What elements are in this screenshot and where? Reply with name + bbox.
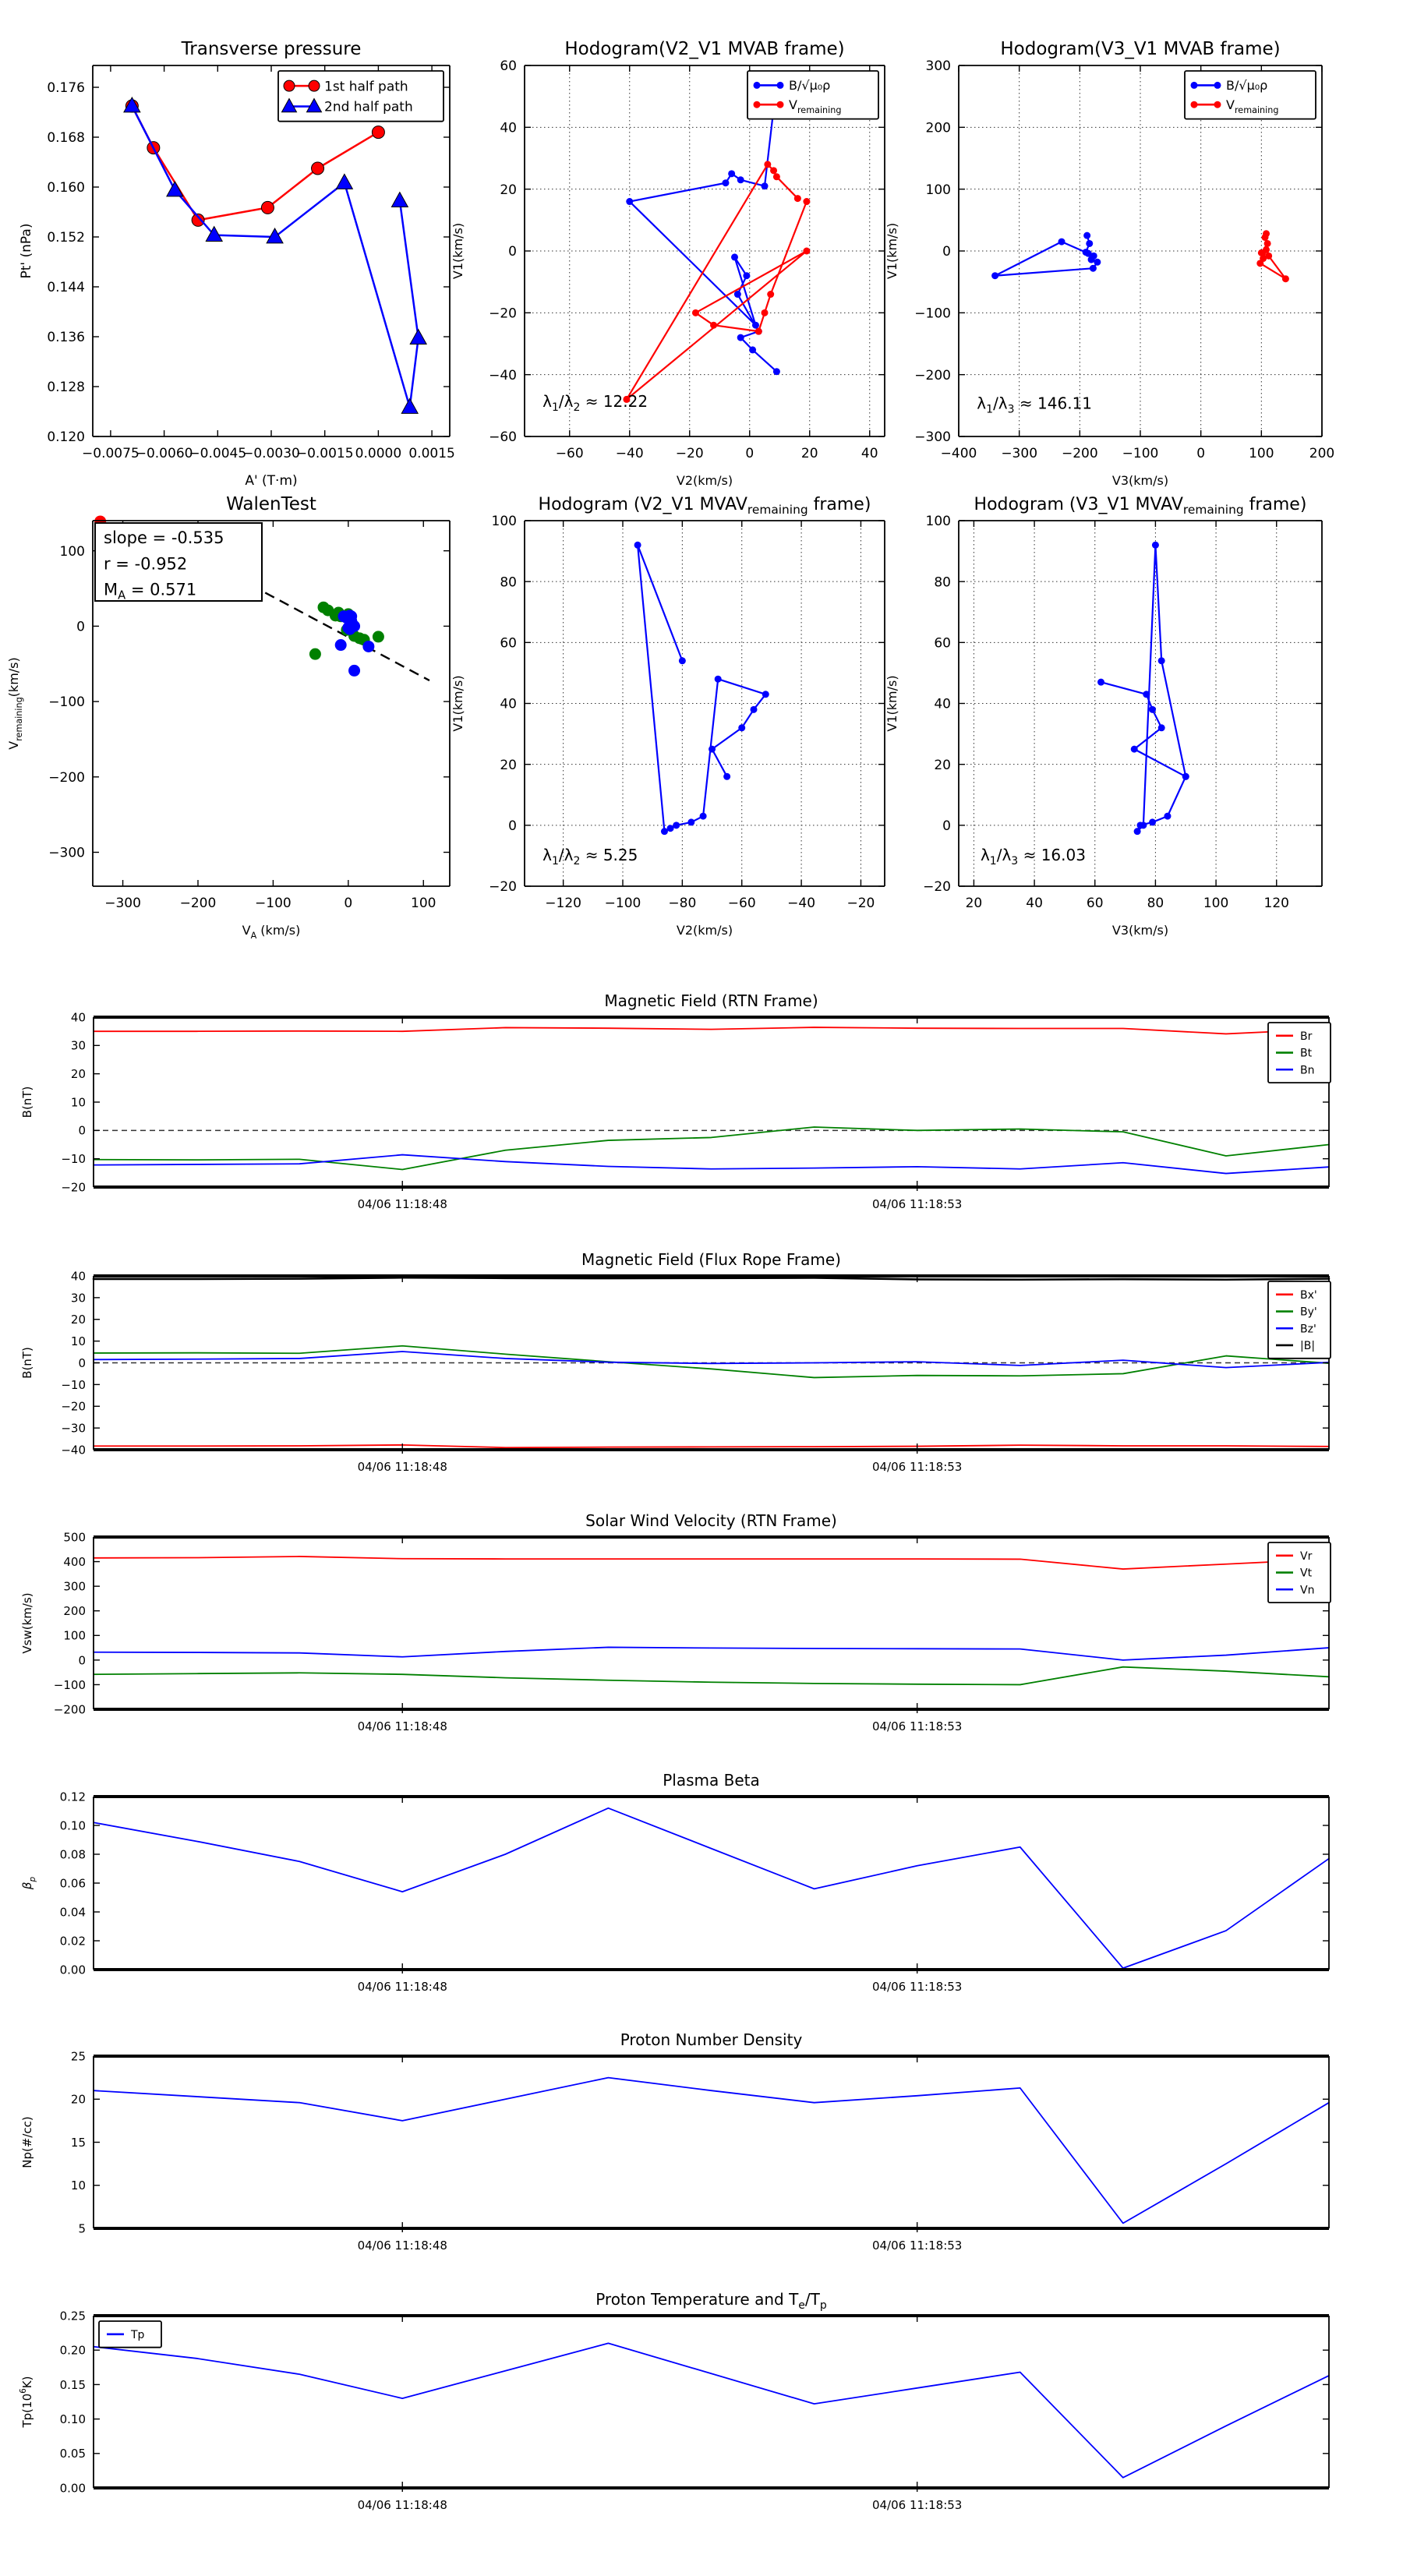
legend-box (1268, 1281, 1331, 1359)
y-tick-label: −200 (53, 1702, 86, 1717)
y-tick-label: 0.176 (47, 80, 85, 97)
y-tick-label: 40 (500, 696, 517, 712)
marker-dot (667, 825, 674, 832)
y-tick-label: −100 (53, 1677, 86, 1692)
y-tick-label: 500 (63, 1530, 86, 1545)
y-tick-label: 25 (70, 2049, 86, 2064)
marker-dot (1085, 250, 1092, 257)
y-tick-label: −10 (61, 1152, 86, 1167)
y-tick-label: −20 (489, 879, 517, 896)
y-axis-label: $\beta_p$ (20, 1876, 37, 1890)
x-tick-label: 40 (1026, 896, 1043, 911)
marker-dot (1134, 828, 1141, 835)
y-tick-label: −30 (61, 1421, 86, 1436)
y-tick-label: 60 (934, 635, 951, 652)
y-tick-label: 0.05 (59, 2447, 86, 2461)
marker-dot (738, 724, 745, 731)
marker-dot (1182, 773, 1189, 780)
x-tick-label: 04/06 11:18:48 (357, 2498, 447, 2512)
panel-title: Magnetic Field (Flux Rope Frame) (581, 1250, 841, 1269)
y-tick-label: 0.15 (59, 2377, 86, 2392)
y-tick-label: 300 (63, 1579, 86, 1594)
y-tick-label: 80 (500, 574, 517, 591)
y-tick-label: 0.160 (47, 180, 85, 196)
annotation: $\lambda_1/\lambda_2 \approx 12.22$ (542, 391, 648, 414)
marker-dot (754, 82, 761, 89)
marker-dot (1143, 691, 1150, 698)
panel-title: Transverse pressure (181, 39, 362, 59)
marker-circle (312, 162, 324, 175)
marker-dot (1214, 101, 1221, 108)
y-tick-label: 30 (70, 1291, 86, 1306)
y-tick-label: −200 (914, 367, 951, 383)
x-tick-label: −20 (846, 896, 875, 911)
y-tick-label: 0.120 (47, 429, 85, 446)
panel-title: Hodogram(V3_V1 MVAB frame) (1000, 39, 1281, 59)
marker-circle (261, 201, 274, 214)
panel-title: Proton Number Density (620, 2030, 803, 2049)
marker-dot (991, 272, 998, 279)
marker-dot (1282, 275, 1289, 282)
marker-dot (734, 291, 741, 298)
marker-dot (731, 253, 738, 260)
x-axis-label: A' (T·m) (245, 473, 298, 489)
marker-dot (1256, 260, 1263, 267)
x-tick-label: −60 (555, 446, 584, 461)
annotation: $\lambda_1/\lambda_2 \approx 5.25$ (542, 846, 638, 868)
y-tick-label: 100 (63, 1628, 86, 1643)
x-tick-label: −100 (255, 896, 292, 911)
y-tick-label: 0.12 (59, 1790, 86, 1804)
y-tick-label: 0.152 (47, 230, 85, 246)
y-tick-label: 0.10 (59, 1818, 86, 1833)
marker-dot (1264, 240, 1271, 247)
x-tick-label: 04/06 11:18:53 (871, 2239, 963, 2253)
marker-dot (754, 101, 761, 108)
y-tick-label: 0.10 (59, 2412, 86, 2426)
y-tick-label: 0.144 (47, 280, 85, 296)
y-tick-label: −300 (914, 429, 951, 446)
marker-dot (1164, 813, 1171, 820)
marker-dot (737, 334, 744, 341)
marker-dot (770, 167, 777, 174)
x-tick-label: −120 (545, 896, 581, 911)
marker-dot (679, 657, 686, 664)
marker-dot (710, 322, 717, 329)
x-tick-label: −40 (615, 446, 644, 461)
legend-label: B/√μ₀ρ (789, 78, 831, 94)
marker-dot (1149, 818, 1156, 825)
legend (99, 2321, 161, 2348)
legend-label: $V_{remaining}$ (1226, 97, 1279, 115)
marker-dot (1131, 746, 1138, 753)
y-tick-label: 20 (500, 182, 517, 198)
x-tick-label: 100 (411, 896, 436, 911)
x-tick-label: −20 (675, 446, 704, 461)
y-axis-label: V1(km/s) (451, 675, 465, 732)
y-tick-label: 400 (63, 1554, 86, 1569)
marker-dot (626, 198, 633, 205)
panel-title: Hodogram (V3_V1 $MVAV_{remaining}$ frame) (974, 495, 1307, 517)
y-tick-label: −20 (61, 1399, 86, 1414)
y-tick-label: 300 (925, 58, 951, 75)
x-tick-label: 200 (1309, 446, 1335, 461)
y-tick-label: 60 (500, 635, 517, 652)
marker-dot (1097, 679, 1104, 686)
y-tick-label: 0 (942, 818, 951, 834)
panel-title: Hodogram (V2_V1 $MVAV_{remaining}$ frame) (538, 495, 871, 517)
y-tick-label: 20 (70, 1067, 86, 1082)
x-tick-label: 100 (1203, 896, 1229, 911)
y-tick-label: 0.128 (47, 380, 85, 396)
marker-dot (728, 170, 735, 177)
y-tick-label: −40 (61, 1443, 86, 1458)
legend-label: Vn (1300, 1584, 1315, 1597)
marker-dot (737, 176, 744, 183)
marker-dot (762, 309, 769, 316)
legend-label: Bx' (1300, 1288, 1317, 1302)
y-tick-label: 0 (942, 244, 951, 260)
y-tick-label: 20 (70, 2092, 86, 2107)
y-tick-label: 40 (70, 1010, 86, 1025)
x-tick-label: 20 (965, 896, 983, 911)
marker-dot (1088, 256, 1095, 263)
y-tick-label: 0 (76, 619, 85, 635)
marker-dot (1214, 82, 1221, 89)
marker-dot (773, 368, 780, 375)
y-tick-label: 200 (925, 120, 951, 136)
x-tick-label: 04/06 11:18:53 (871, 1719, 963, 1733)
y-tick-label: 40 (934, 696, 951, 712)
legend-label: Vr (1300, 1549, 1313, 1563)
marker-dot (743, 272, 750, 279)
marker-dot (1090, 265, 1097, 272)
legend-label: B/√μ₀ρ (1226, 78, 1268, 94)
legend-label: |B| (1300, 1339, 1316, 1352)
marker-dot (700, 813, 707, 820)
marker-dot (1086, 240, 1093, 247)
y-tick-label: 0.20 (59, 2343, 86, 2358)
marker-dot (1140, 822, 1147, 829)
legend-label: Vt (1300, 1567, 1313, 1580)
y-axis-label: V1(km/s) (885, 222, 899, 280)
y-tick-label: 0 (78, 1123, 86, 1138)
y-tick-label: −20 (489, 306, 517, 322)
y-axis-label: $Tp(10^6K)$ (19, 2376, 34, 2428)
marker-dot (762, 182, 769, 189)
panel-title: Hodogram(V2_V1 MVAB frame) (564, 39, 845, 59)
y-tick-label: −100 (48, 694, 85, 711)
y-tick-label: 0 (78, 1653, 86, 1668)
y-tick-label: −100 (914, 306, 951, 322)
x-tick-label: 0 (344, 896, 353, 911)
x-tick-label: 0 (1196, 446, 1206, 461)
x-tick-label: 04/06 11:18:48 (357, 1980, 447, 1994)
panel-title: WalenTest (226, 494, 316, 514)
x-tick-label: −200 (1061, 446, 1098, 461)
marker-dot (673, 822, 680, 829)
y-tick-label: −200 (48, 769, 85, 786)
x-tick-label: −400 (940, 446, 977, 461)
marker-dot (715, 676, 722, 683)
legend-label: Br (1300, 1030, 1313, 1043)
marker-dot (1158, 724, 1165, 731)
y-tick-label: 100 (925, 182, 951, 198)
x-tick-label: 100 (1249, 446, 1274, 461)
legend-label: $V_{remaining}$ (789, 97, 842, 115)
x-axis-label: $V_A$ (km/s) (242, 923, 301, 941)
marker-dot (751, 706, 758, 713)
marker-dot (794, 195, 801, 202)
y-tick-label: −20 (923, 879, 951, 896)
y-tick-label: 0.136 (47, 330, 85, 346)
marker-dot (755, 328, 762, 335)
x-tick-label: −300 (1001, 446, 1038, 461)
y-tick-label: 20 (500, 757, 517, 773)
y-tick-label: 20 (934, 757, 951, 773)
x-tick-label: 04/06 11:18:48 (357, 1460, 447, 1474)
y-tick-label: 0.02 (59, 1934, 86, 1949)
x-axis-label: V2(km/s) (676, 923, 733, 938)
y-tick-label: 0.168 (47, 130, 85, 147)
legend (1268, 1542, 1331, 1602)
legend-label: Bt (1300, 1047, 1313, 1060)
x-tick-label: 04/06 11:18:48 (357, 1719, 447, 1733)
marker-dot (777, 82, 784, 89)
x-axis-label: V2(km/s) (676, 473, 733, 488)
panel-title: Proton Temperature and $T_e/T_p$ (595, 2290, 827, 2312)
x-tick-label: −100 (1122, 446, 1159, 461)
x-tick-label: −0.0030 (242, 446, 300, 461)
marker-dot (1094, 259, 1101, 266)
annotation: $\lambda_1/\lambda_3 \approx 16.03$ (980, 846, 1086, 868)
marker-dot (1152, 542, 1159, 549)
marker-dot (1261, 234, 1268, 241)
y-tick-label: 10 (70, 1334, 86, 1349)
stats-line: $M_A = 0.571$ (104, 580, 197, 602)
marker-dot (749, 346, 756, 353)
y-axis-label: V1(km/s) (451, 222, 465, 280)
panel-title: Plasma Beta (663, 1771, 760, 1790)
legend-label: 2nd half path (324, 99, 413, 115)
legend-label: 1st half path (324, 79, 408, 95)
x-tick-label: 0 (745, 446, 755, 461)
legend-label: By' (1300, 1306, 1317, 1319)
y-tick-label: −20 (61, 1180, 86, 1195)
y-axis-label: B(nT) (20, 1086, 34, 1118)
x-tick-label: −0.0015 (295, 446, 354, 461)
marker-dot (803, 198, 810, 205)
legend-label: Bz' (1300, 1323, 1316, 1336)
stats-line: r = -0.952 (104, 554, 188, 574)
y-tick-label: −60 (489, 429, 517, 446)
marker-dot (773, 173, 780, 180)
y-tick-label: 0 (508, 244, 517, 260)
x-tick-label: 04/06 11:18:53 (871, 1197, 963, 1211)
y-axis-label: V1(km/s) (885, 675, 899, 732)
y-tick-label: 10 (70, 2178, 86, 2193)
marker-dot (1058, 239, 1066, 246)
marker-dot (1191, 82, 1198, 89)
x-tick-label: 20 (800, 446, 818, 461)
stats-line: slope = -0.535 (104, 528, 224, 547)
stats-box (95, 523, 262, 602)
y-tick-label: 40 (500, 120, 517, 136)
y-axis-label: $V_{remaining}(km/s)$ (6, 657, 24, 750)
x-tick-label: 0.0000 (355, 446, 402, 461)
x-tick-label: 60 (1086, 896, 1104, 911)
x-tick-label: 80 (1147, 896, 1164, 911)
marker-dot (803, 248, 810, 255)
y-axis-label: B(nT) (20, 1347, 34, 1379)
y-tick-label: 200 (63, 1604, 86, 1619)
y-tick-label: 10 (70, 1095, 86, 1110)
y-tick-label: 15 (70, 2135, 86, 2150)
marker-dot (1263, 246, 1270, 253)
x-tick-label: 120 (1263, 896, 1289, 911)
x-axis-label: V3(km/s) (1111, 473, 1169, 488)
y-tick-label: 0.06 (59, 1876, 86, 1891)
y-tick-label: 0 (78, 1355, 86, 1370)
legend (1268, 1281, 1331, 1359)
y-tick-label: 100 (491, 514, 517, 530)
x-axis-label: V3(km/s) (1111, 923, 1169, 938)
x-tick-label: −0.0060 (135, 446, 193, 461)
legend (1268, 1023, 1331, 1083)
legend (747, 71, 878, 119)
y-tick-label: 100 (925, 514, 951, 530)
marker-circle (309, 80, 320, 91)
marker-dot (1158, 657, 1165, 664)
marker-dot (767, 291, 774, 298)
x-tick-label: 04/06 11:18:48 (357, 1197, 447, 1211)
x-tick-label: −0.0045 (189, 446, 247, 461)
legend (278, 71, 444, 122)
x-tick-label: −300 (104, 896, 141, 911)
marker-circle (284, 80, 295, 91)
y-axis-label: Vsw(km/s) (20, 1592, 34, 1654)
marker-dot (1191, 101, 1198, 108)
marker-dot (634, 542, 641, 549)
marker-dot (722, 179, 729, 186)
y-axis-label: Np(#/cc) (20, 2116, 34, 2168)
y-tick-label: −40 (489, 367, 517, 383)
y-tick-label: 0 (508, 818, 517, 834)
x-tick-label: −40 (787, 896, 816, 911)
y-tick-label: 40 (70, 1269, 86, 1284)
x-tick-label: −100 (604, 896, 641, 911)
y-tick-label: 0.00 (59, 1963, 86, 1977)
marker-dot (1265, 253, 1272, 260)
y-axis-label: Pt' (nPa) (19, 223, 34, 279)
marker-circle (372, 126, 384, 139)
x-tick-label: 0.0015 (408, 446, 455, 461)
marker-dot (752, 322, 759, 329)
x-tick-label: 04/06 11:18:53 (871, 1460, 963, 1474)
y-tick-label: 80 (934, 574, 951, 591)
marker-dot (764, 161, 771, 168)
marker-dot (709, 746, 716, 753)
marker-dot (687, 818, 694, 825)
y-tick-label: 0.25 (59, 2309, 86, 2323)
x-tick-label: 40 (861, 446, 878, 461)
y-tick-label: 5 (78, 2221, 86, 2236)
panel-title: Solar Wind Velocity (RTN Frame) (585, 1511, 837, 1530)
marker-dot (661, 828, 668, 835)
x-tick-label: −80 (668, 896, 697, 911)
legend (1185, 71, 1316, 119)
y-tick-label: −300 (48, 845, 85, 861)
x-tick-label: 04/06 11:18:53 (871, 2498, 963, 2512)
marker-dot (692, 309, 699, 316)
marker-dot (762, 691, 769, 698)
x-tick-label: 04/06 11:18:48 (357, 2239, 447, 2253)
marker-dot (777, 101, 784, 108)
y-tick-label: 30 (70, 1038, 86, 1053)
marker-dot (1083, 232, 1090, 239)
y-tick-label: 0.04 (59, 1905, 86, 1920)
x-tick-label: −200 (179, 896, 217, 911)
marker-dot (1149, 706, 1156, 713)
x-tick-label: −60 (727, 896, 756, 911)
y-tick-label: −10 (61, 1377, 86, 1392)
legend-label: Tp (131, 2328, 145, 2341)
marker-dot (723, 773, 730, 780)
y-tick-label: 100 (59, 543, 85, 560)
annotation: $\lambda_1/\lambda_3 \approx 146.11$ (977, 394, 1093, 416)
y-tick-label: 0.08 (59, 1847, 86, 1862)
y-tick-label: 60 (500, 58, 517, 75)
y-tick-label: 0.00 (59, 2481, 86, 2496)
panel-title: Magnetic Field (RTN Frame) (604, 991, 818, 1010)
legend-label: Bn (1300, 1064, 1315, 1077)
x-tick-label: 04/06 11:18:53 (871, 1980, 963, 1994)
y-tick-label: 20 (70, 1313, 86, 1327)
x-tick-label: −0.0075 (82, 446, 140, 461)
